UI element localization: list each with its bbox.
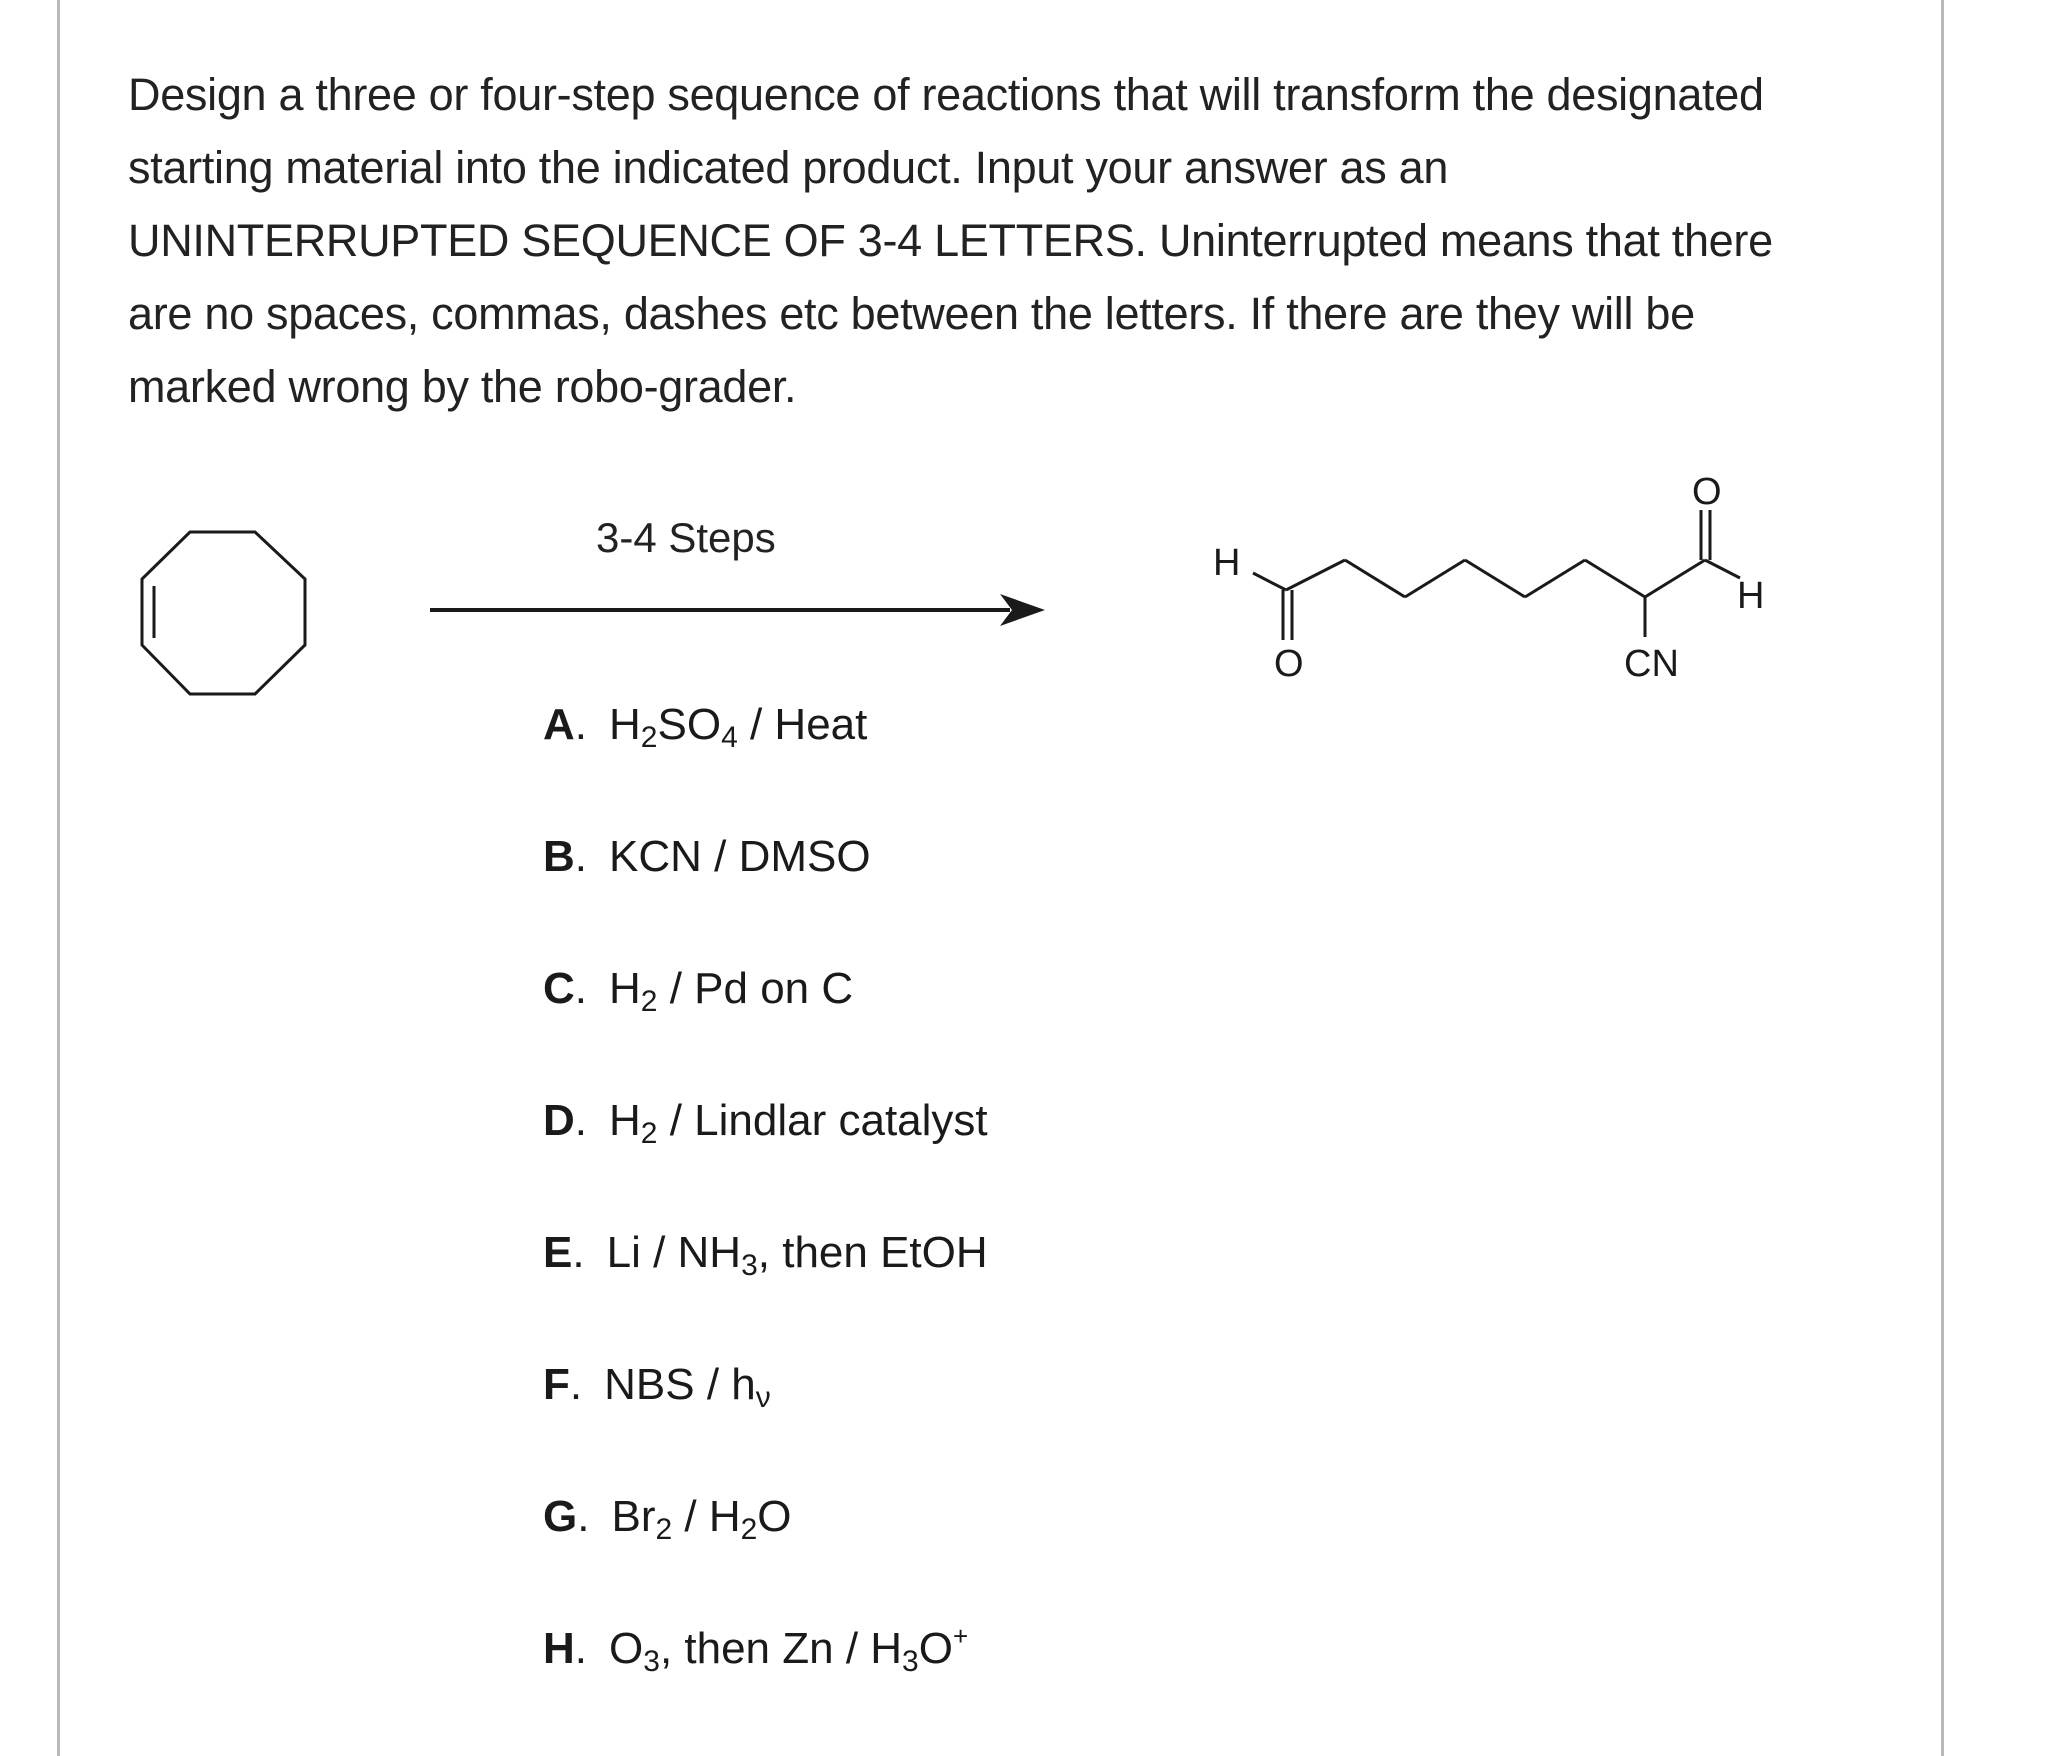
question-line: Design a three or four-step sequence of reactions that will transform the designated	[128, 69, 1764, 120]
option-text: H	[609, 1096, 641, 1145]
option-letter: C	[543, 964, 575, 1013]
product-atom-o-left: O	[1274, 643, 1304, 685]
option-e: E. Li / $NH_3$, then EtOH	[543, 1228, 988, 1282]
option-text: / Heat	[737, 700, 868, 749]
option-text: +	[952, 1621, 969, 1651]
option-text: ν	[755, 1381, 771, 1414]
option-text: SO	[657, 700, 722, 749]
option-text: 2	[740, 1513, 758, 1546]
option-g: G. $Br_2 / H_2O$	[543, 1492, 792, 1546]
option-text: / Pd on C	[657, 964, 854, 1013]
option-text: 2	[640, 985, 658, 1018]
option-text: O	[918, 1624, 953, 1673]
option-text: NBS / h	[604, 1360, 756, 1409]
product-atom-h-right: H	[1737, 575, 1765, 617]
option-letter: D	[543, 1096, 575, 1145]
product-atom-cn: CN	[1624, 643, 1679, 685]
option-text: 2	[640, 1117, 658, 1150]
arrow-label: 3-4 Steps	[596, 514, 776, 561]
reaction-arrow	[430, 594, 1045, 626]
question-line: UNINTERRUPTED SEQUENCE OF 3-4 LETTERS. Uninterrupted means that there	[128, 215, 1773, 266]
option-f: F. NBS / $h_\nu$	[543, 1360, 771, 1414]
question-line: starting material into the indicated product. Input your answer as an	[128, 142, 1449, 193]
option-text: H	[609, 700, 641, 749]
reaction-scheme	[0, 0, 2046, 760]
option-text: 2	[655, 1513, 673, 1546]
option-letter: G	[543, 1492, 578, 1541]
option-a: A. $H_2SO_4$ / Heat	[543, 700, 868, 754]
option-text: Li / NH	[606, 1228, 742, 1277]
option-d: D. $H_2$ / Lindlar catalyst	[543, 1096, 988, 1150]
option-text: KCN / DMSO	[609, 832, 871, 881]
option-text: , then EtOH	[757, 1228, 988, 1277]
option-letter: B	[543, 832, 575, 881]
option-letter: E	[543, 1228, 573, 1277]
cyclooctene-structure	[142, 532, 305, 694]
option-text: 3	[741, 1249, 758, 1282]
option-b: B. KCN / DMSO	[543, 832, 871, 881]
product-atom-h-left: H	[1213, 542, 1241, 584]
option-text: 3	[902, 1645, 919, 1678]
question-line: marked wrong by the robo-grader.	[128, 361, 797, 412]
option-text: / H	[672, 1492, 741, 1541]
option-letter: H	[543, 1624, 575, 1673]
option-text: 2	[640, 721, 658, 754]
option-text: 3	[643, 1645, 660, 1678]
option-h: H. $O_3$, then Zn / $H_3O^+$	[543, 1621, 969, 1678]
question-line: are no spaces, commas, dashes etc between the letters. If there are they will be	[128, 288, 1695, 339]
option-c: C. $H_2$ / Pd on C	[543, 964, 854, 1018]
product-atom-o-right: O	[1692, 471, 1722, 513]
option-letter: A	[543, 700, 575, 749]
option-text: 4	[721, 721, 738, 754]
product-structure	[1253, 510, 1740, 640]
option-text: H	[609, 964, 641, 1013]
option-text: / Lindlar catalyst	[657, 1096, 988, 1145]
option-letter: F	[543, 1360, 570, 1409]
option-text: O	[757, 1492, 792, 1541]
option-text: Br	[611, 1492, 656, 1541]
option-text: , then Zn / H	[659, 1624, 903, 1673]
option-text: O	[609, 1624, 644, 1673]
